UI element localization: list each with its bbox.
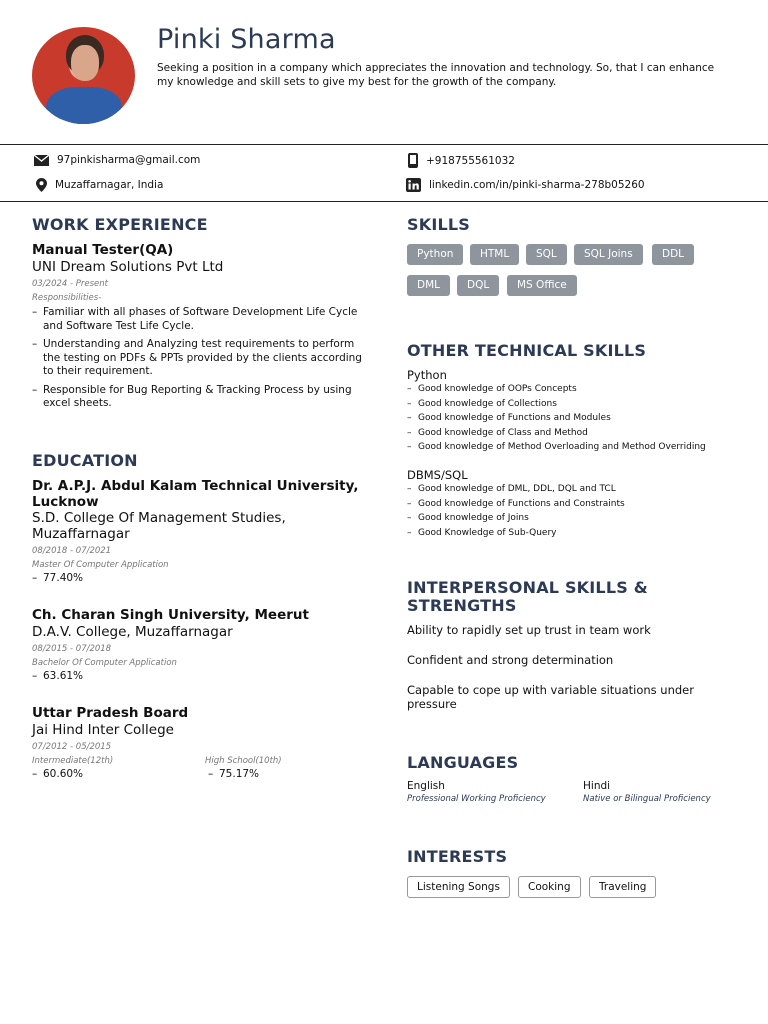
interest-tag: Cooking (518, 876, 581, 898)
interest-tag: Traveling (589, 876, 656, 898)
skill-tag: Python (407, 244, 463, 265)
list-item: – Understanding and Analyzing test requirements to perform the testing on PDFs & PPTs provided by the clients according to their requirement. (32, 338, 362, 377)
list-item: Confident and strong determination (407, 653, 614, 667)
degree-name: Bachelor Of Computer Application (32, 658, 177, 668)
education-heading: EDUCATION (32, 451, 138, 470)
list-item: – Familiar with all phases of Software Development Life Cycle and Software Test Life Cycle. (32, 306, 358, 332)
job-title: Manual Tester(QA) (32, 242, 174, 258)
email-text: 97pinkisharma@gmail.com (57, 154, 201, 166)
education-entry (32, 705, 372, 782)
other-technical-skills-heading: OTHER TECHNICAL SKILLS (407, 341, 647, 360)
degree-name: Master Of Computer Application (32, 560, 169, 570)
map-pin-icon (36, 178, 47, 192)
college-name: Jai Hind Inter College (32, 722, 174, 738)
resume-header (0, 0, 768, 145)
score: – 63.61% (32, 670, 84, 682)
university-name: Ch. Charan Singh University, Meerut (32, 607, 309, 623)
phone-icon (408, 153, 418, 168)
languages-heading: LANGUAGES (407, 753, 519, 772)
skill-tag: DDL (652, 244, 694, 265)
interests-heading: INTERESTS (407, 847, 508, 866)
list-item: – Good knowledge of Functions and Constraints (407, 498, 625, 509)
sql-skills-group (407, 468, 747, 540)
contact-bar (0, 144, 768, 202)
education-dates: 08/2018 - 07/2021 (32, 546, 112, 556)
location-text: Muzaffarnagar, India (55, 179, 164, 191)
education-dates: 07/2012 - 05/2015 (32, 742, 112, 752)
list-item: – Good knowledge of Collections (407, 398, 557, 409)
university-name: Dr. A.P.J. Abdul Kalam Technical University, Lucknow (32, 478, 359, 510)
list-item: – Good knowledge of Class and Method (407, 427, 588, 438)
language-name: English (407, 780, 445, 792)
candidate-name: Pinki Sharma (157, 24, 336, 55)
list-item: – Good knowledge of Joins (407, 513, 529, 523)
phone-text: +918755561032 (426, 154, 515, 167)
list-item: Capable to cope up with variable situations under pressure (407, 683, 694, 711)
university-name: Uttar Pradesh Board (32, 705, 189, 721)
list-item: – Good knowledge of DML, DDL, DQL and TCL (407, 484, 616, 494)
company-name: UNI Dream Solutions Pvt Ltd (32, 259, 224, 275)
skill-tag: DML (407, 275, 450, 296)
degree-name: High School(10th) (205, 756, 282, 766)
job-dates: 03/2024 - Present (32, 279, 109, 289)
responsibilities-label: Responsibilities- (32, 293, 102, 303)
list-item: – Good knowledge of Method Overloading and Method Overriding (407, 442, 706, 452)
list-item: – Good Knowledge of Sub-Query (407, 527, 557, 538)
interpersonal-skills-list (407, 623, 727, 711)
education-entry (32, 478, 372, 586)
skills-heading: SKILLS (407, 215, 470, 234)
interpersonal-skills-heading: INTERPERSONAL SKILLS & STRENGTHS (407, 578, 648, 615)
language-item (407, 780, 546, 804)
education-dates: 08/2015 - 07/2018 (32, 644, 112, 654)
linkedin-text: linkedin.com/in/pinki-sharma-278b05260 (429, 179, 645, 191)
language-item (583, 780, 711, 804)
summary-text: Seeking a position in a company which appreciates the innovation and technology. So, that I can enhance my knowledge and skill sets to give my best for the growth of the company. (157, 62, 715, 88)
degree-name: Intermediate(12th) (32, 756, 114, 766)
language-level: Native or Bilingual Proficiency (583, 794, 711, 804)
college-name: D.A.V. College, Muzaffarnagar (32, 624, 233, 640)
skill-tag: MS Office (507, 275, 577, 296)
linkedin-icon (406, 178, 421, 192)
language-level: Professional Working Proficiency (407, 794, 546, 804)
work-experience-heading: WORK EXPERIENCE (32, 215, 208, 234)
work-experience-entry (32, 242, 367, 411)
skill-tag: SQL (526, 244, 567, 265)
contact-linkedin[interactable] (406, 178, 645, 192)
contact-phone[interactable] (408, 153, 515, 168)
skill-tag: HTML (470, 244, 519, 265)
skill-group-name: DBMS/SQL (407, 468, 468, 482)
list-item: – Good knowledge of Functions and Modules (407, 413, 611, 423)
education-entry (32, 607, 372, 684)
college-name: S.D. College Of Management Studies, Muzaffarnagar (32, 510, 286, 542)
list-item: – Responsible for Bug Reporting & Tracking Process by using excel sheets. (32, 383, 352, 409)
skill-tag: DQL (457, 275, 499, 296)
contact-location (36, 178, 163, 192)
envelope-icon (34, 155, 49, 166)
score: – 60.60% (32, 768, 84, 780)
skill-tag: SQL Joins (574, 244, 643, 265)
profile-photo (32, 27, 135, 124)
skill-group-name: Python (407, 368, 447, 382)
contact-email[interactable] (34, 154, 200, 166)
language-name: Hindi (583, 780, 611, 792)
score: – 75.17% (208, 768, 260, 780)
list-item: – Good knowledge of OOPs Concepts (407, 384, 577, 394)
interest-tag: Listening Songs (407, 876, 510, 898)
python-skills-group (407, 368, 747, 455)
list-item: Ability to rapidly set up trust in team work (407, 623, 651, 637)
score: – 77.40% (32, 572, 84, 584)
